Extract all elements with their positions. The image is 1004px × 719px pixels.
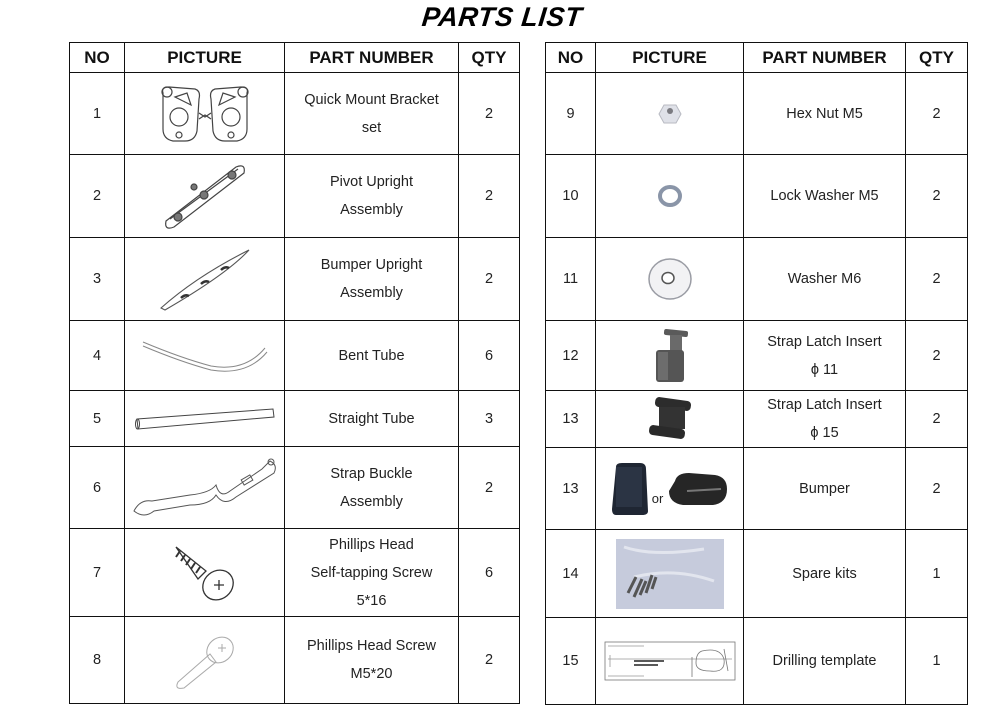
cell-part-number: Washer M6 [744,238,906,321]
cell-no: 6 [70,447,125,529]
table-row [546,391,968,448]
cell-picture [596,238,744,321]
cell-part-number: Bent Tube [285,321,459,391]
table-row [546,238,968,321]
cell-part-number: Strap Latch Insert ϕ 15 [744,391,906,448]
parts-table-left [69,42,520,704]
bent-tube-icon [141,338,269,374]
cell-picture [596,530,744,618]
cell-picture [125,447,285,529]
parts-table-right [545,42,968,705]
cell-qty: 2 [906,321,968,391]
cell-no: 5 [70,391,125,447]
cell-qty: 2 [459,617,520,704]
or-caption: or [651,490,664,506]
bumper-upright-icon [157,246,253,312]
header-no: NO [70,43,125,73]
table-row [546,530,968,618]
table-row [546,73,968,155]
cell-qty: 6 [459,529,520,617]
cell-qty: 3 [459,391,520,447]
bumper-square-icon [610,461,650,517]
cell-qty: 2 [459,447,520,529]
table-row [70,447,520,529]
cell-no: 13 [546,391,596,448]
hex-nut-icon [658,102,682,126]
cell-picture [596,448,744,530]
header-picture: PICTURE [125,43,285,73]
strap-buckle-icon [130,455,280,521]
pivot-upright-icon [160,161,250,231]
header-qty: QTY [459,43,520,73]
cell-part-number: Strap Latch Insert ϕ 11 [744,321,906,391]
straight-tube-icon [133,405,277,433]
cell-part-number: Drilling template [744,618,906,705]
header-no: NO [546,43,596,73]
header-part-number: PART NUMBER [744,43,906,73]
cell-picture [596,73,744,155]
page-title: PARTS LIST [420,2,584,32]
bumper-oval-icon [667,471,729,507]
cell-no: 11 [546,238,596,321]
cell-part-number: Phillips Head Screw M5*20 [285,617,459,704]
cell-qty: 2 [906,155,968,238]
table-row [546,618,968,705]
cell-picture [596,321,744,391]
cell-part-number: Lock Washer M5 [744,155,906,238]
cell-part-number: Hex Nut M5 [744,73,906,155]
cell-picture [125,238,285,321]
header-part-number: PART NUMBER [285,43,459,73]
cell-part-number: Quick Mount Bracket set [285,73,459,155]
cell-no: 1 [70,73,125,155]
table-row [70,238,520,321]
cell-qty: 2 [459,238,520,321]
cell-no: 7 [70,529,125,617]
cell-picture [125,617,285,704]
table-row [70,73,520,155]
cell-picture [125,321,285,391]
cell-part-number: Pivot Upright Assembly [285,155,459,238]
cell-picture [125,73,285,155]
cell-qty: 6 [459,321,520,391]
cell-no: 13 [546,448,596,530]
table-row [70,617,520,704]
table-header-row [70,43,520,73]
cell-no: 14 [546,530,596,618]
header-picture: PICTURE [596,43,744,73]
cell-no: 3 [70,238,125,321]
strap-latch-insert-15-icon [647,397,693,441]
cell-part-number: Phillips Head Self-tapping Screw 5*16 [285,529,459,617]
cell-picture [596,155,744,238]
table-row [70,155,520,238]
cell-qty: 2 [906,238,968,321]
cell-qty: 2 [459,73,520,155]
cell-part-number: Bumper [744,448,906,530]
cell-picture [596,618,744,705]
table-row [546,155,968,238]
cell-part-number: Bumper Upright Assembly [285,238,459,321]
quick-mount-bracket-icon [157,83,253,145]
cell-no: 12 [546,321,596,391]
phillips-screw-icon [170,630,240,690]
cell-qty: 2 [906,391,968,448]
table-row [70,391,520,447]
table-row [546,321,968,391]
cell-qty: 1 [906,618,968,705]
cell-picture [125,391,285,447]
cell-no: 2 [70,155,125,238]
lock-washer-icon [657,184,683,208]
washer-icon [647,257,693,301]
cell-picture [596,391,744,448]
table-header-row [546,43,968,73]
cell-part-number: Spare kits [744,530,906,618]
cell-part-number: Straight Tube [285,391,459,447]
strap-latch-insert-11-icon [650,328,690,384]
self-tapping-screw-icon [170,541,240,605]
cell-no: 4 [70,321,125,391]
header-qty: QTY [906,43,968,73]
cell-qty: 2 [906,448,968,530]
cell-no: 8 [70,617,125,704]
cell-no: 9 [546,73,596,155]
cell-picture [125,529,285,617]
cell-qty: 2 [906,73,968,155]
table-row [70,321,520,391]
drilling-template-icon [604,641,736,681]
cell-no: 10 [546,155,596,238]
cell-qty: 2 [459,155,520,238]
cell-no: 15 [546,618,596,705]
cell-part-number: Strap Buckle Assembly [285,447,459,529]
cell-picture [125,155,285,238]
table-row [546,448,968,530]
cell-qty: 1 [906,530,968,618]
table-row [70,529,520,617]
spare-kits-bag-icon [614,537,726,611]
